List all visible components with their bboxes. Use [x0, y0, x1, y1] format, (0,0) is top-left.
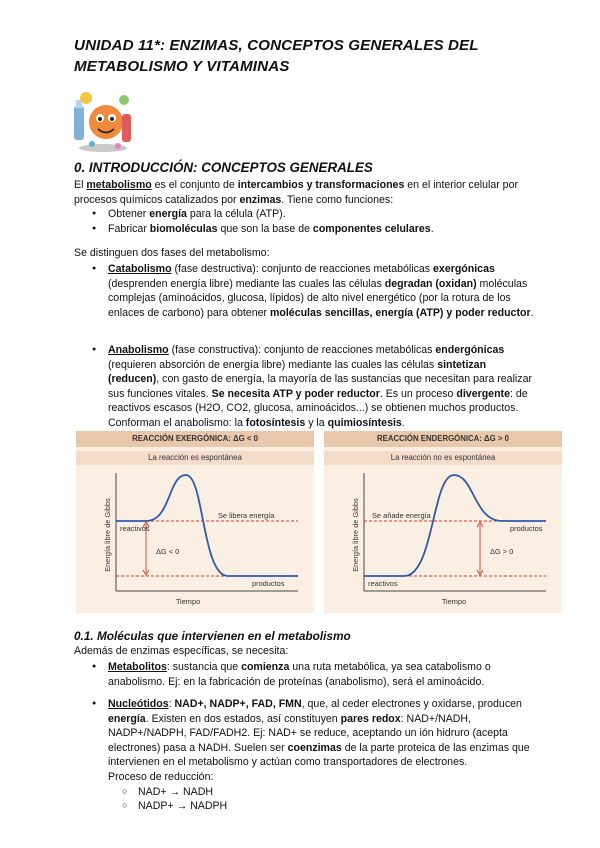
enzyme-illustration	[72, 86, 134, 154]
section-heading-molecules: 0.1. Moléculas que intervienen en el metabolismo	[74, 629, 351, 643]
molecules-list	[92, 660, 540, 689]
metabolitos-item: ● Metabolitos: sustancia que comienza una ruta metabólica, ya sea catabolismo o anabolismo. Ej: en la fabricación de proteínas (anabolismo), será el aminoácido.	[92, 660, 540, 689]
product-label: productos	[510, 524, 543, 533]
page-title: UNIDAD 11*: ENZIMAS, CONCEPTOS GENERALES DEL METABOLISMO Y VITAMINAS	[74, 37, 479, 75]
delta-label: ΔG < 0	[156, 547, 180, 556]
list-item: ● Obtener energía para la célula (ATP).	[92, 207, 540, 222]
product-label: productos	[252, 579, 285, 588]
y-axis-label: Energía libre de Gibbs	[103, 498, 112, 572]
exergonic-header: REACCIÓN EXERGÓNICA: ΔG < 0	[76, 431, 314, 447]
nucleotidos-item: ● Nucleótidos: NAD+, NADP+, FAD, FMN, que, al ceder electrones y oxidarse, producen energía. Existen en dos estados, así constituyen pares redox: NAD+/NADH, NADP+/NADPH, FAD/FADH2. Ej: NAD+ se reduce, aceptando un ión hidruro (acepta electrones) pasa a NADH. Suelen ser coenzimas de la parte proteica de las enzimas que intervienen en el metabolismo y actúan como transportadores de electrones. Proceso de reducción: ○ NAD+ → NADH ○ NADP+ → NADPH	[92, 697, 540, 814]
x-axis-label: Tiempo	[175, 597, 201, 606]
phases-intro: Se distinguen dos fases del metabolismo:	[74, 247, 270, 259]
anabolismo-item: ● Anabolismo (fase constructiva): conjunto de reacciones metabólicas endergónicas (requieren absorción de energía libre) mediante las cuales las células sintetizan (reducen), con gasto de energía, la mayoría de las sustancias que necesitan para realizar sus funciones vitales. Se necesita ATP y poder reductor. Es un proceso divergente: de reactivos escasos (H2O, CO2, glucosa, aminoácidos...) se obtienen muchos productos. Conforman el anabolismo: la fotosíntesis y la quimiosíntesis.	[92, 343, 540, 431]
delta-label: ΔG > 0	[490, 547, 514, 556]
energy-annotation: Se libera energía	[218, 511, 275, 520]
molecules-intro: Además de enzimas específicas, se necesita:	[74, 645, 289, 657]
reduction-list	[122, 785, 540, 814]
reactant-label: reactivos	[120, 524, 150, 533]
endergonic-graph	[324, 465, 562, 613]
exergonic-panel	[76, 431, 314, 613]
energy-annotation: Se añade energía	[372, 511, 431, 520]
endergonic-panel	[324, 431, 562, 613]
exergonic-graph	[76, 465, 314, 613]
phases-list	[92, 262, 540, 320]
reactant-label: reactivos	[368, 579, 398, 588]
phases-list-2	[92, 343, 540, 431]
metabolism-definition: El metabolismo es el conjunto de intercambios y transformaciones en el interior celular por procesos químicos catalizados por enzimas. Tiene como funciones:	[74, 179, 518, 206]
exergonic-subheader: La reacción es espontánea	[76, 451, 314, 465]
reduction-label: Proceso de reducción:	[108, 770, 214, 783]
catabolismo-item: ● Catabolismo (fase destructiva): conjunto de reacciones metabólicas exergónicas (desprenden energía libre) mediante las cuales las células degradan (oxidan) moléculas complejas (aminoácidos, glucosa, lípidos) de alto nivel energético (por la rotura de los enlaces de carbono) para obtener moléculas sencillas, energía (ATP) y poder reductor.	[92, 262, 540, 320]
reduction-item: ○ NADP+ → NADPH	[122, 799, 540, 814]
functions-list	[92, 207, 540, 236]
energy-diagram-figure	[76, 431, 562, 613]
endergonic-header: REACCIÓN ENDERGÓNICA: ΔG > 0	[324, 431, 562, 447]
y-axis-label: Energía libre de Gibbs	[351, 498, 360, 572]
x-axis-label: Tiempo	[441, 597, 467, 606]
reduction-item: ○ NAD+ → NADH	[122, 785, 540, 800]
endergonic-subheader: La reacción no es espontánea	[324, 451, 562, 465]
molecules-list-2	[92, 697, 540, 814]
section-heading-intro: 0. INTRODUCCIÓN: CONCEPTOS GENERALES	[74, 160, 373, 175]
list-item: ● Fabricar biomoléculas que son la base de componentes celulares.	[92, 222, 540, 237]
